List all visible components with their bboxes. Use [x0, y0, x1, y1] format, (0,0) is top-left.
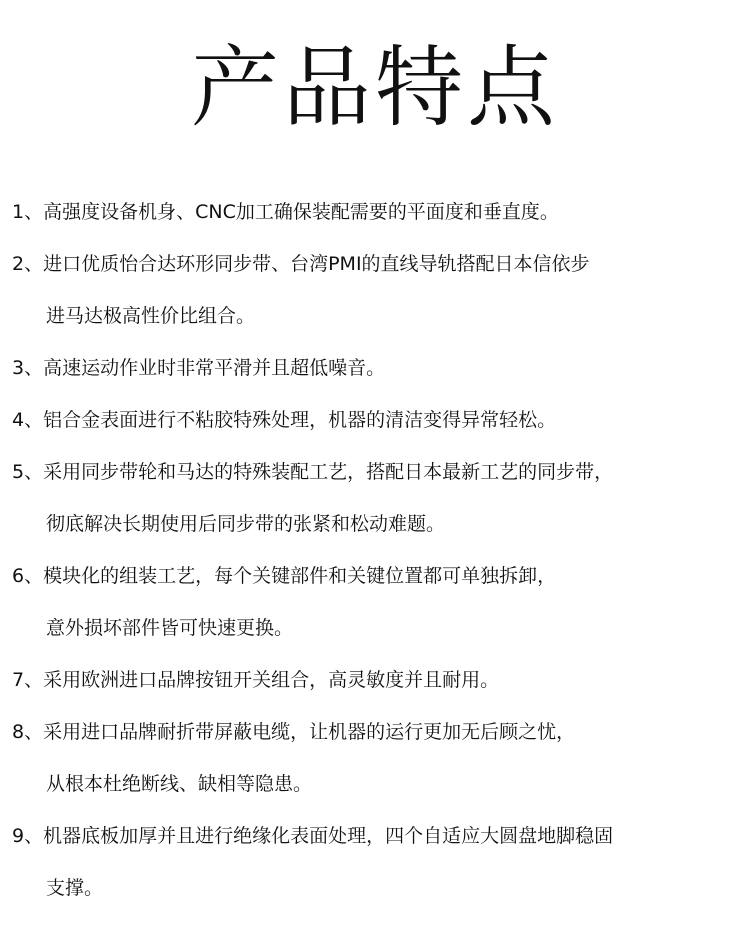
feature-item-6-continuation: 意外损坏部件皆可快速更换。 [46, 617, 294, 639]
feature-item-2: 2、进口优质怡合达环形同步带、台湾PMI的直线导轨搭配日本信依步 [12, 253, 590, 275]
feature-item-5-continuation: 彻底解决长期使用后同步带的张紧和松动难题。 [46, 513, 446, 535]
feature-item-3: 3、高速运动作业时非常平滑并且超低噪音。 [12, 357, 386, 379]
feature-list [12, 188, 742, 916]
feature-item-6: 6、模块化的组装工艺，每个关键部件和关键位置都可单独拆卸， [12, 565, 557, 587]
page-title: 产品特点 [190, 36, 559, 139]
feature-item-5: 5、采用同步带轮和马达的特殊装配工艺，搭配日本最新工艺的同步带， [12, 461, 614, 483]
feature-item-7: 7、采用欧洲进口品牌按钮开关组合，高灵敏度并且耐用。 [12, 669, 500, 691]
feature-item-8: 8、采用进口品牌耐折带屏蔽电缆，让机器的运行更加无后顾之忧， [12, 721, 576, 743]
feature-item-2-continuation: 进马达极高性价比组合。 [46, 305, 256, 327]
feature-item-8-continuation: 从根本杜绝断线、缺相等隐患。 [46, 773, 313, 795]
feature-item-9: 9、机器底板加厚并且进行绝缘化表面处理，四个自适应大圆盘地脚稳固 [12, 825, 614, 847]
feature-item-9-continuation: 支撑。 [46, 877, 104, 899]
feature-item-4: 4、铝合金表面进行不粘胶特殊处理，机器的清洁变得异常轻松。 [12, 409, 557, 431]
feature-item-1: 1、高强度设备机身、CNC加工确保装配需要的平面度和垂直度。 [12, 201, 559, 223]
